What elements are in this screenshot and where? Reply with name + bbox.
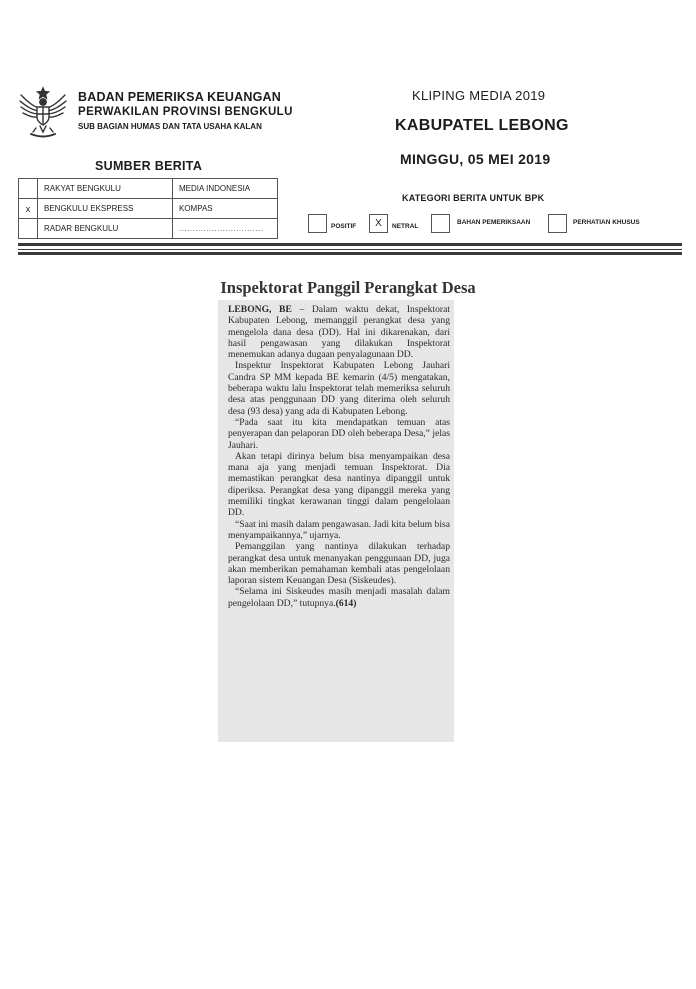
article-paragraph: “Pada saat itu kita mendapatkan temuan atas penyerapan dan pelaporan DD oleh beberapa Desa,” jelas Jauhari. [228, 416, 450, 451]
table-row [19, 179, 278, 199]
article-lead [228, 304, 450, 360]
article-lead-text: – Dalam waktu dekat, Inspektorat Kabupaten Lebong, memanggil perangkat desa yang mengelola dana desa (DD). Hal ini dikarenakan, dari hasil pengawasan yang dilakukan Inspektorat menemukan adanya dugaan penyalagunaan DD. [228, 304, 451, 361]
category-perhatian-khusus-label: PERHATIAN KHUSUS [573, 219, 640, 226]
table-row [19, 219, 278, 239]
category-perhatian-khusus-checkbox[interactable] [548, 214, 567, 233]
article-signoff: (614) [335, 597, 357, 609]
source-mark[interactable]: x [19, 199, 38, 219]
region-title: KABUPATEL LEBONG [395, 117, 569, 134]
article-paragraph: “Saat ini masih dalam pengawasan. Jadi kita belum bisa menyampaikannya,” ujarnya. [228, 518, 451, 541]
category-netral-checkbox[interactable]: X [369, 214, 388, 233]
org-name: BADAN PEMERIKSA KEUANGAN [78, 90, 281, 104]
category-title: KATEGORI BERITA UNTUK BPK [402, 193, 545, 203]
publication-date: MINGGU, 05 MEI 2019 [400, 151, 551, 167]
garuda-emblem-icon [16, 86, 70, 140]
divider [18, 249, 682, 250]
article-paragraph [228, 586, 450, 609]
source-name: RADAR BENGKULU [38, 219, 173, 239]
article-headline: Inspektorat Panggil Perangkat Desa [220, 278, 476, 297]
source-name: MEDIA INDONESIA [173, 179, 278, 199]
table-row [19, 199, 278, 219]
source-name-blank: ............................... [173, 219, 278, 239]
article-paragraph: Inspektur Inspektorat Kabupaten Lebong Jauhari Candra SP MM kepada BE kemarin (4/5) mengatakan, beberapa waktu lalu Inspektorat telah memeriksa seluruh desa atas penggunaan DD yang diterima oleh seluruh desa (93 desa) yang ada di Kabupaten Lebong. [228, 360, 450, 417]
article-body [228, 304, 450, 609]
category-positif-checkbox[interactable] [308, 214, 327, 233]
kliping-title: KLIPING MEDIA 2019 [412, 88, 546, 103]
divider [18, 252, 682, 255]
source-mark[interactable] [19, 219, 38, 239]
category-bahan-pemeriksaan-label: BAHAN PEMERIKSAAN [457, 219, 531, 226]
category-netral-label: NETRAL [392, 223, 419, 230]
article-dateline: LEBONG, BE [228, 304, 292, 315]
org-unit: SUB BAGIAN HUMAS DAN TATA USAHA KALAN [78, 122, 262, 131]
source-name: RAKYAT BENGKULU [38, 179, 173, 199]
article-paragraph: Akan tetapi dirinya belum bisa menyampaikan desa mana aja yang menjadi temuan Inspektorat. Dia memastikan perangkat desa nantinya dipanggil untuk diperiksa. Perangkat desa yang dipanggil mereka yang memiliki tingkat kerawanan tinggi dalam pengelolaan DD. [228, 450, 450, 519]
org-branch: PERWAKILAN PROVINSI BENGKULU [78, 105, 293, 118]
source-name: BENGKULU EKSPRESS [38, 199, 173, 219]
category-bahan-pemeriksaan-checkbox[interactable] [431, 214, 450, 233]
source-mark[interactable] [19, 179, 38, 199]
sources-table [18, 178, 278, 239]
org-block [78, 91, 293, 131]
sources-title: SUMBER BERITA [95, 159, 203, 173]
divider [18, 243, 682, 246]
source-name: KOMPAS [173, 199, 278, 219]
category-positif-label: POSITIF [331, 223, 357, 230]
article-paragraph: Pemanggilan yang nantinya dilakukan terhadap perangkat desa untuk menanyakan penggunaan DD, juga akan memberikan pemahaman kembali atas pengelolaan laporan sistem Keuangan Desa (Siskeudes). [228, 541, 450, 587]
article-closing-text: “Selama ini Siskeudes masih menjadi masalah dalam pengelolaan DD,” tutupnya. [228, 586, 450, 609]
